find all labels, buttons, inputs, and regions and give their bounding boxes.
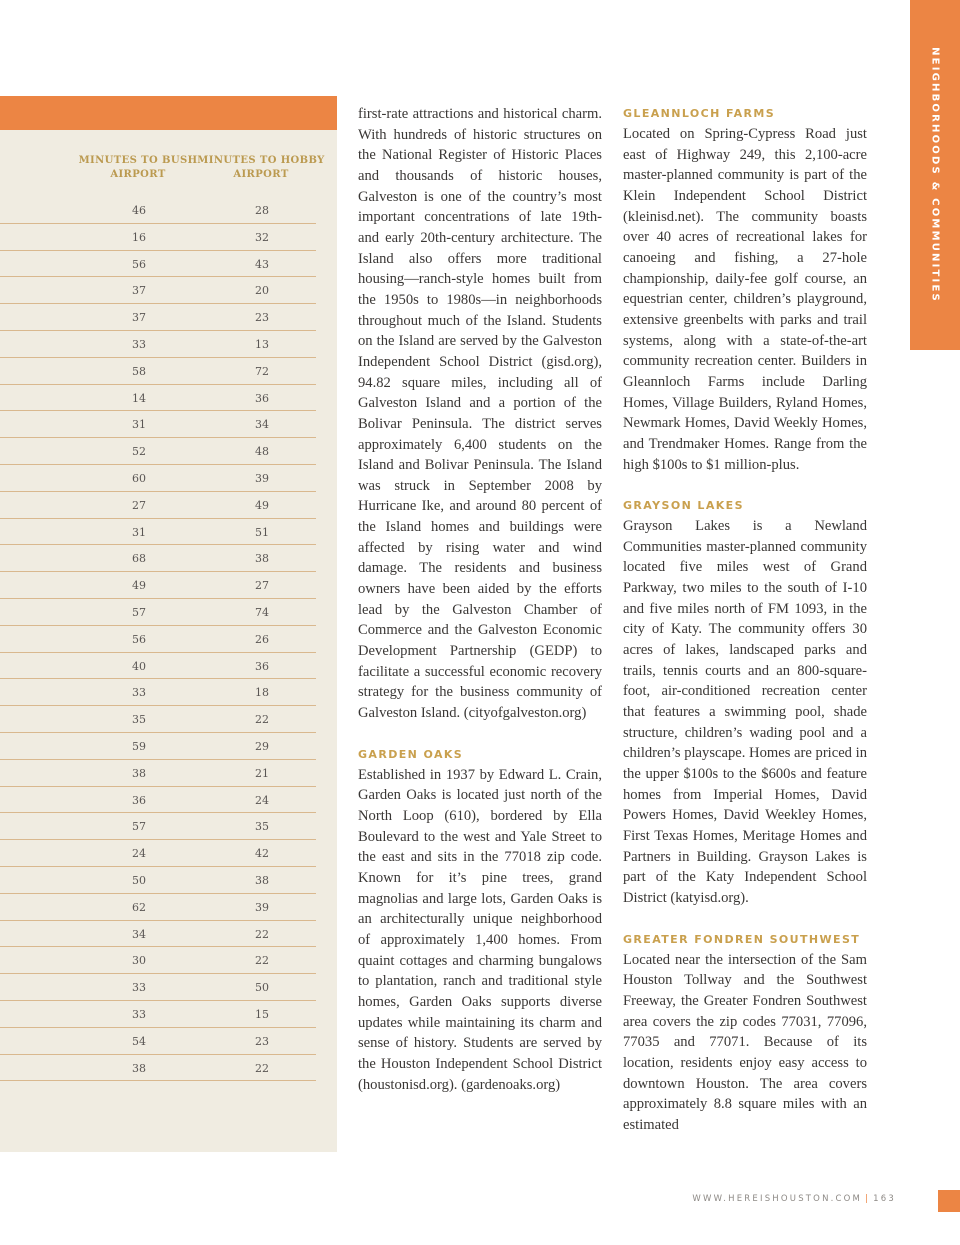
table-row <box>0 733 316 760</box>
cell-bush-minutes: 24 <box>132 847 146 861</box>
cell-hobby-minutes: 38 <box>255 873 269 887</box>
cell-bush-minutes: 49 <box>132 579 146 593</box>
table-row <box>0 197 316 224</box>
cell-hobby-minutes: 72 <box>255 364 269 378</box>
cell-bush-minutes: 57 <box>132 820 146 834</box>
cell-hobby-minutes: 34 <box>255 418 269 432</box>
table-row <box>0 385 316 412</box>
garden-oaks-body: Established in 1937 by Edward L. Crain, Garden Oaks is located just north of the North Loop (610), bordered by Ella Boulevard to the west and Yale Street to the east and sits in the 77018 zip code. Known for it’s pine trees, grand magnolias and large lots, Garden Oaks is an architecturally unique neighborhood of approximately 1,400 homes. From quaint cottages and charming bungalows to plantation, ranch and traditional style homes, Garden Oaks supports diverse updates while maintaining its charm and sense of history. Students are served by the Houston Independent School District (houstonisd.org). (gardenoaks.org) <box>358 766 602 1093</box>
page-number: 163 <box>873 1194 896 1204</box>
table-row <box>0 840 316 867</box>
garden-oaks-heading: GARDEN OAKS <box>358 747 464 761</box>
cell-bush-minutes: 30 <box>132 954 146 968</box>
cell-bush-minutes: 60 <box>132 471 146 485</box>
cell-hobby-minutes: 42 <box>255 847 269 861</box>
cell-bush-minutes: 31 <box>132 418 146 432</box>
cell-bush-minutes: 68 <box>132 552 146 566</box>
cell-bush-minutes: 38 <box>132 1061 146 1075</box>
airport-minutes-table <box>0 96 337 1152</box>
table-row <box>0 947 316 974</box>
cell-hobby-minutes: 39 <box>255 900 269 914</box>
table-row <box>0 894 316 921</box>
cell-hobby-minutes: 18 <box>255 686 269 700</box>
cell-hobby-minutes: 43 <box>255 257 269 271</box>
cell-hobby-minutes: 35 <box>255 820 269 834</box>
footer-accent-block <box>938 1190 960 1212</box>
table-row <box>0 224 316 251</box>
table-row <box>0 438 316 465</box>
table-row <box>0 411 316 438</box>
cell-bush-minutes: 33 <box>132 337 146 351</box>
cell-bush-minutes: 35 <box>132 713 146 727</box>
cell-hobby-minutes: 50 <box>255 981 269 995</box>
cell-hobby-minutes: 13 <box>255 337 269 351</box>
cell-hobby-minutes: 51 <box>255 525 269 539</box>
cell-hobby-minutes: 36 <box>255 659 269 673</box>
cell-hobby-minutes: 27 <box>255 579 269 593</box>
table-row <box>0 465 316 492</box>
cell-hobby-minutes: 22 <box>255 1061 269 1075</box>
table-row <box>0 1055 316 1082</box>
cell-bush-minutes: 46 <box>132 204 146 217</box>
cell-hobby-minutes: 48 <box>255 445 269 459</box>
grayson-body: Grayson Lakes is a Newland Communities master-planned community located five miles west of Grand Parkway, two miles to the south of I-10 and five miles north of FM 1093, in the city of Katy. The community offers 30 acres of lakes, landscaped parks and trails, tennis courts and an 800-square-foot, air-conditioned recreation center that features a swimming pool, shade structure, children’s wading pool and a children’s playscape. Homes are priced in the upper $100s to the $600s and feature homes from Imperial Homes, David Powers Homes, David Weekley Homes, First Texas Homes, Meritage Homes and Partners in Building. Grayson Lakes is part of the Katy Independent School District (katyisd.org). <box>623 518 867 906</box>
table-row <box>0 277 316 304</box>
cell-hobby-minutes: 32 <box>255 230 269 244</box>
cell-bush-minutes: 54 <box>132 1034 146 1048</box>
cell-hobby-minutes: 20 <box>255 284 269 298</box>
table-row <box>0 331 316 358</box>
table-row <box>0 760 316 787</box>
cell-hobby-minutes: 22 <box>255 713 269 727</box>
cell-bush-minutes: 57 <box>132 605 146 619</box>
cell-bush-minutes: 56 <box>132 632 146 646</box>
gleannloch-heading: GLEANNLOCH FARMS <box>623 107 776 120</box>
cell-bush-minutes: 33 <box>132 1007 146 1021</box>
cell-hobby-minutes: 29 <box>255 739 269 753</box>
cell-bush-minutes: 59 <box>132 739 146 753</box>
cell-hobby-minutes: 39 <box>255 471 269 485</box>
cell-bush-minutes: 62 <box>132 900 146 914</box>
cell-bush-minutes: 52 <box>132 445 146 459</box>
cell-bush-minutes: 36 <box>132 793 146 807</box>
table-row <box>0 492 316 519</box>
cell-hobby-minutes: 26 <box>255 632 269 646</box>
table-row <box>0 653 316 680</box>
footer-separator: | <box>865 1194 871 1204</box>
column-middle <box>358 104 602 1095</box>
table-row <box>0 813 316 840</box>
cell-hobby-minutes: 23 <box>255 311 269 325</box>
table-row <box>0 545 316 572</box>
footer-url: WWW.HEREISHOUSTON.COM <box>692 1194 863 1204</box>
table-row <box>0 867 316 894</box>
table-row <box>0 251 316 278</box>
galveston-body: first-rate attractions and historical charm. With hundreds of historic structures on the National Register of Historic Places and thousands of historic houses, Galveston is one of the country’s most important concentrations of late 19th- and early 20th-century architecture. The Island also offers more traditional housing—ranch-style homes built from the 1950s to 1980s—in neighborhoods throughout much of the Island. Students on the Island are served by the Galveston Independent School District (gisd.org), 94.82 square miles, including all of Galveston Island and a portion of the Bolivar Peninsula. The district serves approximately 6,400 students on the Island and Bolivar Peninsula. The Island was struck in September 2008 by Hurricane Ike, and around 80 percent of the Island homes and buildings were affected by rising water and wind damage. The residents and business owners have been aided by the efforts lead by the Galveston Chamber of Commerce and the Galveston Economic Development Partnership (GEDP) to facilitate a successful economic recovery strategy for the business community of Galveston Island. (cityofgalveston.org) <box>358 106 602 722</box>
table-row <box>0 787 316 814</box>
cell-hobby-minutes: 28 <box>255 204 269 217</box>
table-row <box>0 1028 316 1055</box>
cell-bush-minutes: 16 <box>132 230 146 244</box>
header-hobby-airport: MINUTES TO HOBBY AIRPORT <box>197 155 325 180</box>
cell-hobby-minutes: 74 <box>255 605 269 619</box>
gleannloch-body: Located on Spring-Cypress Road just east of Highway 249, this 2,100-acre master-planned community is part of the Klein Independent School District (kleinisd.net). The community boasts over 40 acres of recreational lakes for canoeing and fishing, a 27-hole championship, daily-fee golf course, an equestrian center, children’s playground, extensive greenbelts with parks and trail systems, along with a state-of-the-art community recreation center. Builders in Gleannloch Farms include Darling Homes, Village Builders, Ryland Homes, Newmark Homes, David Weekly Homes, and Trendmaker Homes. Range from the high $100s to $1 million-plus. <box>623 126 867 473</box>
cell-hobby-minutes: 23 <box>255 1034 269 1048</box>
cell-hobby-minutes: 24 <box>255 793 269 807</box>
cell-bush-minutes: 34 <box>132 927 146 941</box>
fondren-heading: GREATER FONDREN SOUTHWEST <box>623 932 861 946</box>
cell-hobby-minutes: 49 <box>255 498 269 512</box>
cell-bush-minutes: 50 <box>132 873 146 887</box>
header-bush-airport: MINUTES TO BUSH AIRPORT <box>78 155 198 180</box>
table-row <box>0 974 316 1001</box>
cell-bush-minutes: 33 <box>132 686 146 700</box>
table-row <box>0 519 316 546</box>
cell-hobby-minutes: 15 <box>255 1007 269 1021</box>
table-row <box>0 706 316 733</box>
table-row <box>0 304 316 331</box>
section-tab-label: NEIGHBORHOODS & COMMUNITIES <box>929 47 941 303</box>
cell-bush-minutes: 27 <box>132 498 146 512</box>
cell-hobby-minutes: 22 <box>255 954 269 968</box>
cell-bush-minutes: 33 <box>132 981 146 995</box>
cell-bush-minutes: 31 <box>132 525 146 539</box>
table-row <box>0 599 316 626</box>
table-header-bar <box>0 96 337 130</box>
grayson-heading: GRAYSON LAKES <box>623 499 744 513</box>
table-rows <box>0 197 316 1081</box>
cell-bush-minutes: 14 <box>132 391 146 405</box>
cell-bush-minutes: 38 <box>132 766 146 780</box>
table-row <box>0 679 316 706</box>
cell-hobby-minutes: 38 <box>255 552 269 566</box>
column-right <box>623 104 867 1136</box>
cell-bush-minutes: 37 <box>132 311 146 325</box>
table-row <box>0 572 316 599</box>
table-row <box>0 1001 316 1028</box>
table-row <box>0 921 316 948</box>
table-row <box>0 626 316 653</box>
footer <box>650 1194 896 1204</box>
cell-bush-minutes: 56 <box>132 257 146 271</box>
cell-hobby-minutes: 36 <box>255 391 269 405</box>
cell-hobby-minutes: 21 <box>255 766 269 780</box>
cell-bush-minutes: 37 <box>132 284 146 298</box>
cell-hobby-minutes: 22 <box>255 927 269 941</box>
cell-bush-minutes: 58 <box>132 364 146 378</box>
fondren-body: Located near the intersection of the Sam Houston Tollway and the Southwest Freeway, the Greater Fondren Southwest area covers the zip codes 77031, 77096, 77035 and 77071. Because of its location, residents enjoy easy access to downtown Houston. The area covers approximately 8.8 square miles with an estimated <box>623 951 867 1133</box>
cell-bush-minutes: 40 <box>132 659 146 673</box>
table-row <box>0 358 316 385</box>
